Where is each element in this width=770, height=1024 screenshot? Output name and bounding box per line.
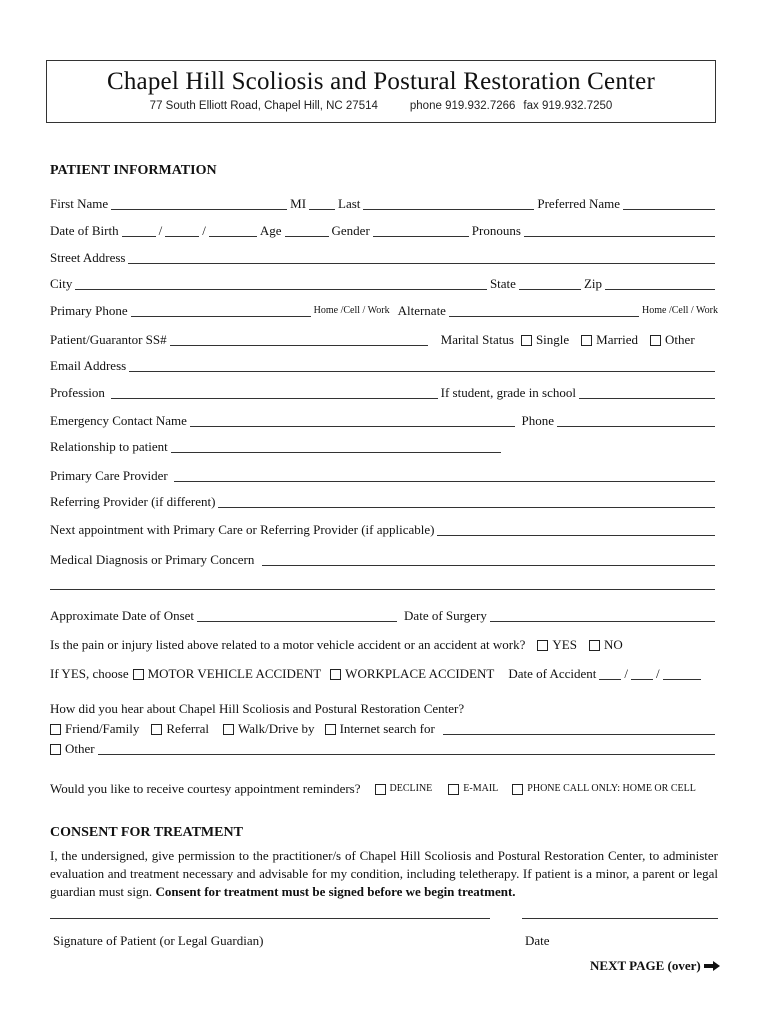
ssn-row xyxy=(50,332,718,348)
if-yes-row xyxy=(50,666,718,682)
ssn-label: Patient/Guarantor SS# xyxy=(50,332,167,347)
phone-reminder-checkbox[interactable] xyxy=(512,784,523,795)
email-row xyxy=(50,358,718,374)
pcp-row xyxy=(50,468,718,484)
relationship-row xyxy=(50,439,718,455)
signature-label: Signature of Patient (or Legal Guardian) xyxy=(53,933,264,948)
accident-question: Is the pain or injury listed above related to a motor vehicle accident or an accident at work? xyxy=(50,637,526,652)
accident-yes-option[interactable] xyxy=(537,637,577,653)
mva-label: MOTOR VEHICLE ACCIDENT xyxy=(147,666,322,681)
age-label: Age xyxy=(259,223,282,238)
decline-option[interactable] xyxy=(375,781,433,797)
if-yes-label: If YES, choose xyxy=(50,666,129,681)
primary-phone-type: Home /Cell / Work xyxy=(313,305,390,316)
diagnosis-field[interactable] xyxy=(262,554,715,566)
date-accident-label: Date of Accident xyxy=(508,666,597,681)
mi-field[interactable] xyxy=(309,198,335,210)
state-field[interactable] xyxy=(519,278,581,290)
married-label: Married xyxy=(596,332,639,347)
walk-option[interactable] xyxy=(223,721,315,737)
ssn-field[interactable] xyxy=(170,334,428,346)
workplace-checkbox[interactable] xyxy=(330,669,341,680)
referring-field[interactable] xyxy=(218,496,715,508)
city-label: City xyxy=(50,276,73,291)
alternate-phone-label: Alternate xyxy=(397,303,446,318)
last-name-field[interactable] xyxy=(363,198,534,210)
mva-checkbox[interactable] xyxy=(133,669,144,680)
alternate-phone-field[interactable] xyxy=(449,305,639,317)
hear-other-row xyxy=(50,741,718,757)
accident-slash: / xyxy=(656,666,660,681)
city-row xyxy=(50,276,718,292)
walk-label: Walk/Drive by xyxy=(237,721,315,736)
consent-text: I, the undersigned, give permission to the practitioner/s of Chapel Hill Scoliosis and Postural Restoration Center, to administer evaluation and treatment necessary and advisable for my condition, including teletherapy. If patient is a minor, a parent or legal guardian must sign. xyxy=(50,848,718,899)
referral-label: Referral xyxy=(166,721,209,736)
dob-row xyxy=(50,223,718,239)
emergency-row xyxy=(50,413,718,429)
profession-label: Profession xyxy=(50,385,105,400)
diagnosis-field-2[interactable] xyxy=(50,578,715,590)
accident-yes-checkbox[interactable] xyxy=(537,640,548,651)
walk-checkbox[interactable] xyxy=(223,724,234,735)
onset-field[interactable] xyxy=(197,610,397,622)
referral-checkbox[interactable] xyxy=(151,724,162,735)
preferred-name-field[interactable] xyxy=(623,198,715,210)
student-grade-field[interactable] xyxy=(579,387,715,399)
other-hear-field[interactable] xyxy=(98,743,715,755)
referring-label: Referring Provider (if different) xyxy=(50,494,216,509)
zip-label: Zip xyxy=(583,276,602,291)
accident-no-label: NO xyxy=(603,637,623,652)
marital-status-label: Marital Status xyxy=(440,332,514,347)
email-reminder-label: E-MAIL xyxy=(463,783,499,794)
married-checkbox[interactable] xyxy=(581,335,592,346)
mva-option[interactable] xyxy=(133,666,322,682)
referring-row xyxy=(50,494,718,510)
first-name-label: First Name xyxy=(50,196,109,211)
next-appt-field[interactable] xyxy=(437,524,715,536)
other-marital-checkbox[interactable] xyxy=(650,335,661,346)
married-option[interactable] xyxy=(581,332,638,348)
dob-month-field[interactable] xyxy=(122,225,156,237)
email-field[interactable] xyxy=(129,360,715,372)
gender-field[interactable] xyxy=(373,225,469,237)
accident-slash: / xyxy=(624,666,629,681)
dob-slash: / xyxy=(202,223,206,238)
reminders-question: Would you like to receive courtesy appointment reminders? xyxy=(50,781,361,796)
single-checkbox[interactable] xyxy=(521,335,532,346)
friend-option[interactable] xyxy=(50,721,139,737)
relationship-label: Relationship to patient xyxy=(50,439,168,454)
primary-phone-label: Primary Phone xyxy=(50,303,128,318)
other-hear-option[interactable] xyxy=(50,741,95,757)
emergency-phone-field[interactable] xyxy=(557,415,715,427)
internet-option[interactable] xyxy=(325,721,435,737)
dob-year-field[interactable] xyxy=(209,225,257,237)
header-box xyxy=(46,60,716,123)
next-page-text: NEXT PAGE (over) xyxy=(590,958,701,973)
hear-question: How did you hear about Chapel Hill Scoliosis and Postural Restoration Center? xyxy=(50,701,465,716)
street-field[interactable] xyxy=(128,252,715,264)
accident-day-field[interactable] xyxy=(631,668,653,680)
pcp-label: Primary Care Provider xyxy=(50,468,168,483)
contact-line xyxy=(47,100,715,112)
phone-reminder-label: PHONE CALL ONLY: HOME OR CELL xyxy=(527,783,696,794)
workplace-label: WORKPLACE ACCIDENT xyxy=(345,666,495,681)
mi-label: MI xyxy=(290,196,307,211)
email-label: Email Address xyxy=(50,358,127,373)
phone-reminder-option[interactable] xyxy=(512,781,696,797)
accident-no-option[interactable] xyxy=(589,637,623,653)
email-reminder-checkbox[interactable] xyxy=(448,784,459,795)
profession-row xyxy=(50,385,718,401)
friend-checkbox[interactable] xyxy=(50,724,61,735)
friend-label: Friend/Family xyxy=(65,721,140,736)
first-name-field[interactable] xyxy=(111,198,287,210)
accident-yes-label: YES xyxy=(552,637,577,652)
signature-line[interactable] xyxy=(50,918,490,919)
name-row xyxy=(50,196,718,212)
accident-month-field[interactable] xyxy=(599,668,621,680)
phone-number: phone 919.932.7266 xyxy=(409,100,516,112)
next-page-label xyxy=(560,958,720,974)
accident-year-field[interactable] xyxy=(663,668,701,680)
alternate-phone-type: Home /Cell / Work xyxy=(642,305,718,316)
internet-search-field[interactable] xyxy=(443,723,715,735)
pronouns-field[interactable] xyxy=(524,225,715,237)
phone-row xyxy=(50,303,718,319)
accident-no-checkbox[interactable] xyxy=(589,640,600,651)
zip-field[interactable] xyxy=(605,278,715,290)
emergency-phone-label: Phone xyxy=(521,413,554,428)
primary-phone-field[interactable] xyxy=(131,305,311,317)
dob-day-field[interactable] xyxy=(165,225,199,237)
email-reminder-option[interactable] xyxy=(448,781,498,797)
dob-slash: / xyxy=(158,223,163,238)
pronouns-label: Pronouns xyxy=(471,223,521,238)
other-hear-checkbox[interactable] xyxy=(50,744,61,755)
preferred-name-label: Preferred Name xyxy=(537,196,620,211)
decline-label: DECLINE xyxy=(389,783,433,794)
consent-paragraph xyxy=(50,847,718,901)
state-label: State xyxy=(489,276,516,291)
consent-bold-text: Consent for treatment must be signed before we begin treatment. xyxy=(155,884,516,899)
workplace-option[interactable] xyxy=(330,666,494,682)
street-label: Street Address xyxy=(50,250,126,265)
address: 77 South Elliott Road, Chapel Hill, NC 27514 xyxy=(149,100,378,112)
decline-checkbox[interactable] xyxy=(375,784,386,795)
single-option[interactable] xyxy=(521,332,569,348)
single-label: Single xyxy=(535,332,570,347)
date-line[interactable] xyxy=(522,918,718,919)
next-appt-label: Next appointment with Primary Care or Referring Provider (if applicable) xyxy=(50,522,435,537)
other-marital-option[interactable] xyxy=(650,332,695,348)
hear-options-row xyxy=(50,721,718,737)
dob-label: Date of Birth xyxy=(50,223,119,238)
onset-row xyxy=(50,608,718,624)
date-label: Date xyxy=(525,933,550,948)
last-name-label: Last xyxy=(338,196,361,211)
emergency-contact-field[interactable] xyxy=(190,415,515,427)
fax-number: fax 919.932.7250 xyxy=(523,100,613,112)
age-field[interactable] xyxy=(285,225,329,237)
org-title: Chapel Hill Scoliosis and Postural Restoration Center xyxy=(106,68,656,95)
other-marital-label: Other xyxy=(665,332,695,347)
student-grade-label: If student, grade in school xyxy=(440,385,576,400)
surgery-label: Date of Surgery xyxy=(404,608,487,623)
city-field[interactable] xyxy=(75,278,487,290)
other-hear-label: Other xyxy=(65,741,95,756)
right-arrow-icon xyxy=(704,961,720,971)
emergency-contact-label: Emergency Contact Name xyxy=(50,413,187,428)
consent-heading: CONSENT FOR TREATMENT xyxy=(50,825,243,840)
internet-checkbox[interactable] xyxy=(325,724,336,735)
profession-field[interactable] xyxy=(111,387,438,399)
accident-row xyxy=(50,637,718,653)
referral-option[interactable] xyxy=(151,721,209,737)
relationship-field[interactable] xyxy=(171,441,501,453)
patient-info-heading: PATIENT INFORMATION xyxy=(50,163,217,178)
diagnosis-row-2 xyxy=(50,578,718,592)
next-appt-row xyxy=(50,522,718,538)
pcp-field[interactable] xyxy=(174,470,715,482)
diagnosis-row xyxy=(50,552,718,568)
onset-label: Approximate Date of Onset xyxy=(50,608,195,623)
diagnosis-label: Medical Diagnosis or Primary Concern xyxy=(50,552,255,567)
street-row xyxy=(50,250,718,266)
internet-label: Internet search for xyxy=(339,721,435,736)
surgery-field[interactable] xyxy=(490,610,715,622)
reminders-row xyxy=(50,781,718,797)
gender-label: Gender xyxy=(331,223,370,238)
